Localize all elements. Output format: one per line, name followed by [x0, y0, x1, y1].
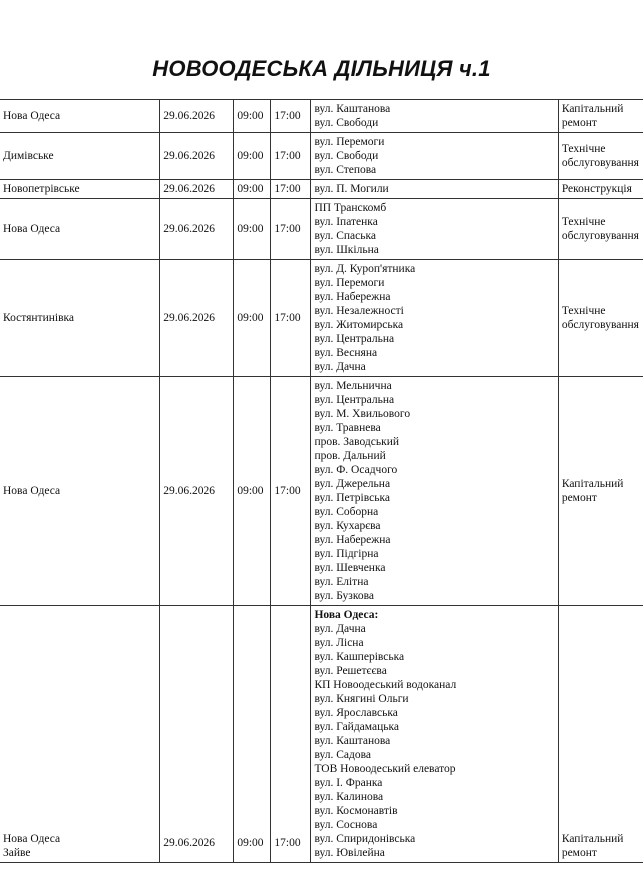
- street-item: вул. Степова: [314, 164, 377, 176]
- work-type-text: обслуговування: [561, 230, 639, 242]
- street-item: вул. Іпатенка: [314, 216, 378, 228]
- work-type-cell: [558, 260, 643, 377]
- street-item: вул. Перемоги: [314, 277, 385, 289]
- table-row: [0, 199, 643, 260]
- streets-cell: [311, 180, 558, 199]
- street-item: вул. Калинова: [314, 791, 384, 803]
- street-item: вул. Підгірна: [314, 548, 379, 560]
- work-type-text: ремонт: [561, 117, 597, 129]
- date-cell: 29.06.2026: [160, 199, 234, 260]
- street-item: вул. Житомирська: [314, 319, 404, 331]
- work-type-text: обслуговування: [561, 319, 639, 331]
- streets-cell: [311, 199, 558, 260]
- work-type-text: Технічне: [561, 216, 606, 228]
- date-cell: 29.06.2026: [160, 133, 234, 180]
- end-time-cell: 17:00: [271, 260, 311, 377]
- street-item: вул. Каштанова: [314, 103, 391, 115]
- start-time-cell: 09:00: [234, 180, 271, 199]
- street-item: вул. Дачна: [314, 361, 366, 373]
- work-type-text: Капітальний: [561, 478, 624, 490]
- street-item: вул. Перемоги: [314, 136, 385, 148]
- schedule-body: [0, 100, 643, 863]
- street-item: вул. Незалежності: [314, 305, 404, 317]
- end-time-cell: 17:00: [271, 377, 311, 606]
- end-time-cell: 17:00: [271, 100, 311, 133]
- work-type-text: Реконструкція: [561, 183, 632, 195]
- street-item: вул. Садова: [314, 749, 371, 761]
- street-item: вул. Спиридонівська: [314, 833, 416, 845]
- street-item: вул. Д. Куроп'ятника: [314, 263, 416, 275]
- settlement-cell: [0, 133, 160, 180]
- settlement-cell: [0, 606, 160, 863]
- street-item: вул. Соборна: [314, 506, 379, 518]
- settlement-cell: [0, 260, 160, 377]
- settlement-name: Нова Одеса: [3, 833, 61, 845]
- work-type-cell: [558, 133, 643, 180]
- table-row: [0, 606, 643, 863]
- street-item: вул. Бузкова: [314, 590, 374, 602]
- street-item: вул. Ювілейна: [314, 847, 385, 859]
- work-type-text: Капітальний: [561, 103, 624, 115]
- table-row: [0, 100, 643, 133]
- street-item: вул. Княгині Ольги: [314, 693, 409, 705]
- street-item: вул. Космонавтів: [314, 805, 398, 817]
- street-item: вул. Свободи: [314, 150, 379, 162]
- end-time-cell: 17:00: [271, 606, 311, 863]
- page-title: НОВООДЕСЬКА ДІЛЬНИЦЯ ч.1: [152, 56, 491, 81]
- work-type-text: ремонт: [561, 847, 597, 859]
- settlement-name: Нова Одеса: [3, 485, 61, 497]
- start-time-cell: 09:00: [234, 199, 271, 260]
- work-type-text: Капітальний: [561, 833, 624, 845]
- street-item: вул. Елітна: [314, 576, 369, 588]
- street-item: вул. Мельнична: [314, 380, 392, 392]
- settlement-name: Костянтинівка: [3, 312, 75, 324]
- street-item: вул. Кухарєва: [314, 520, 381, 532]
- start-time-cell: 09:00: [234, 377, 271, 606]
- streets-cell: [311, 133, 558, 180]
- street-item: ТОВ Новоодеський елеватор: [314, 763, 456, 775]
- street-item: пров. Дальний: [314, 450, 386, 462]
- work-type-cell: [558, 100, 643, 133]
- date-cell: 29.06.2026: [160, 377, 234, 606]
- work-type-cell: [558, 180, 643, 199]
- street-item: вул. Набережна: [314, 291, 391, 303]
- work-type-cell: [558, 606, 643, 863]
- settlement-cell: [0, 199, 160, 260]
- settlement-cell: [0, 100, 160, 133]
- settlement-cell: [0, 377, 160, 606]
- table-row: [0, 260, 643, 377]
- settlement-name: Нова Одеса: [3, 223, 61, 235]
- street-item: КП Новоодеський водоканал: [314, 679, 457, 691]
- table-row: [0, 377, 643, 606]
- table-row: [0, 180, 643, 199]
- street-item: вул. Центральна: [314, 394, 395, 406]
- end-time-cell: 17:00: [271, 199, 311, 260]
- settlement-cell: [0, 180, 160, 199]
- streets-cell: [311, 260, 558, 377]
- street-item: вул. Центральна: [314, 333, 395, 345]
- streets-cell: [311, 377, 558, 606]
- street-item: вул. Ф. Осадчого: [314, 464, 398, 476]
- street-item: вул. Решетєєва: [314, 665, 387, 677]
- street-item: вул. Дачна: [314, 623, 366, 635]
- table-row: [0, 133, 643, 180]
- street-item: вул. Ярославська: [314, 707, 398, 719]
- outage-schedule-table: [0, 99, 643, 863]
- settlement-name: Димівське: [3, 150, 54, 162]
- work-type-cell: [558, 199, 643, 260]
- settlement-name: Нова Одеса: [3, 110, 61, 122]
- street-item: вул. Шкільна: [314, 244, 379, 256]
- street-item: вул. Шевченка: [314, 562, 386, 574]
- street-item: вул. Соснова: [314, 819, 378, 831]
- work-type-text: Технічне: [561, 305, 606, 317]
- street-item: вул. Травнева: [314, 422, 381, 434]
- work-type-text: ремонт: [561, 492, 597, 504]
- work-type-text: Технічне: [561, 143, 606, 155]
- streets-cell: [311, 100, 558, 133]
- street-item: вул. М. Хвильового: [314, 408, 411, 420]
- street-item: вул. Свободи: [314, 117, 379, 129]
- street-item: пров. Заводський: [314, 436, 400, 448]
- date-cell: 29.06.2026: [160, 180, 234, 199]
- start-time-cell: 09:00: [234, 606, 271, 863]
- street-item: вул. Спаська: [314, 230, 377, 242]
- street-item: вул. П. Могили: [314, 183, 389, 195]
- streets-cell: [311, 606, 558, 863]
- street-item: вул. Весняна: [314, 347, 378, 359]
- street-item: вул. І. Франка: [314, 777, 383, 789]
- work-type-cell: [558, 377, 643, 606]
- street-item: вул. Набережна: [314, 534, 391, 546]
- date-cell: 29.06.2026: [160, 260, 234, 377]
- start-time-cell: 09:00: [234, 133, 271, 180]
- date-cell: 29.06.2026: [160, 606, 234, 863]
- street-item: вул. Петрівська: [314, 492, 390, 504]
- street-item: вул. Лісна: [314, 637, 364, 649]
- street-item: ПП Транскомб: [314, 202, 387, 214]
- street-item: Нова Одеса:: [314, 609, 379, 621]
- start-time-cell: 09:00: [234, 260, 271, 377]
- end-time-cell: 17:00: [271, 180, 311, 199]
- settlement-name: Зайве: [3, 847, 31, 859]
- street-item: вул. Джерельна: [314, 478, 391, 490]
- street-item: вул. Гайдамацька: [314, 721, 400, 733]
- street-item: вул. Кашперівська: [314, 651, 405, 663]
- work-type-text: обслуговування: [561, 157, 639, 169]
- settlement-name: Новопетрівське: [3, 183, 80, 195]
- date-cell: 29.06.2026: [160, 100, 234, 133]
- end-time-cell: 17:00: [271, 133, 311, 180]
- start-time-cell: 09:00: [234, 100, 271, 133]
- street-item: вул. Каштанова: [314, 735, 391, 747]
